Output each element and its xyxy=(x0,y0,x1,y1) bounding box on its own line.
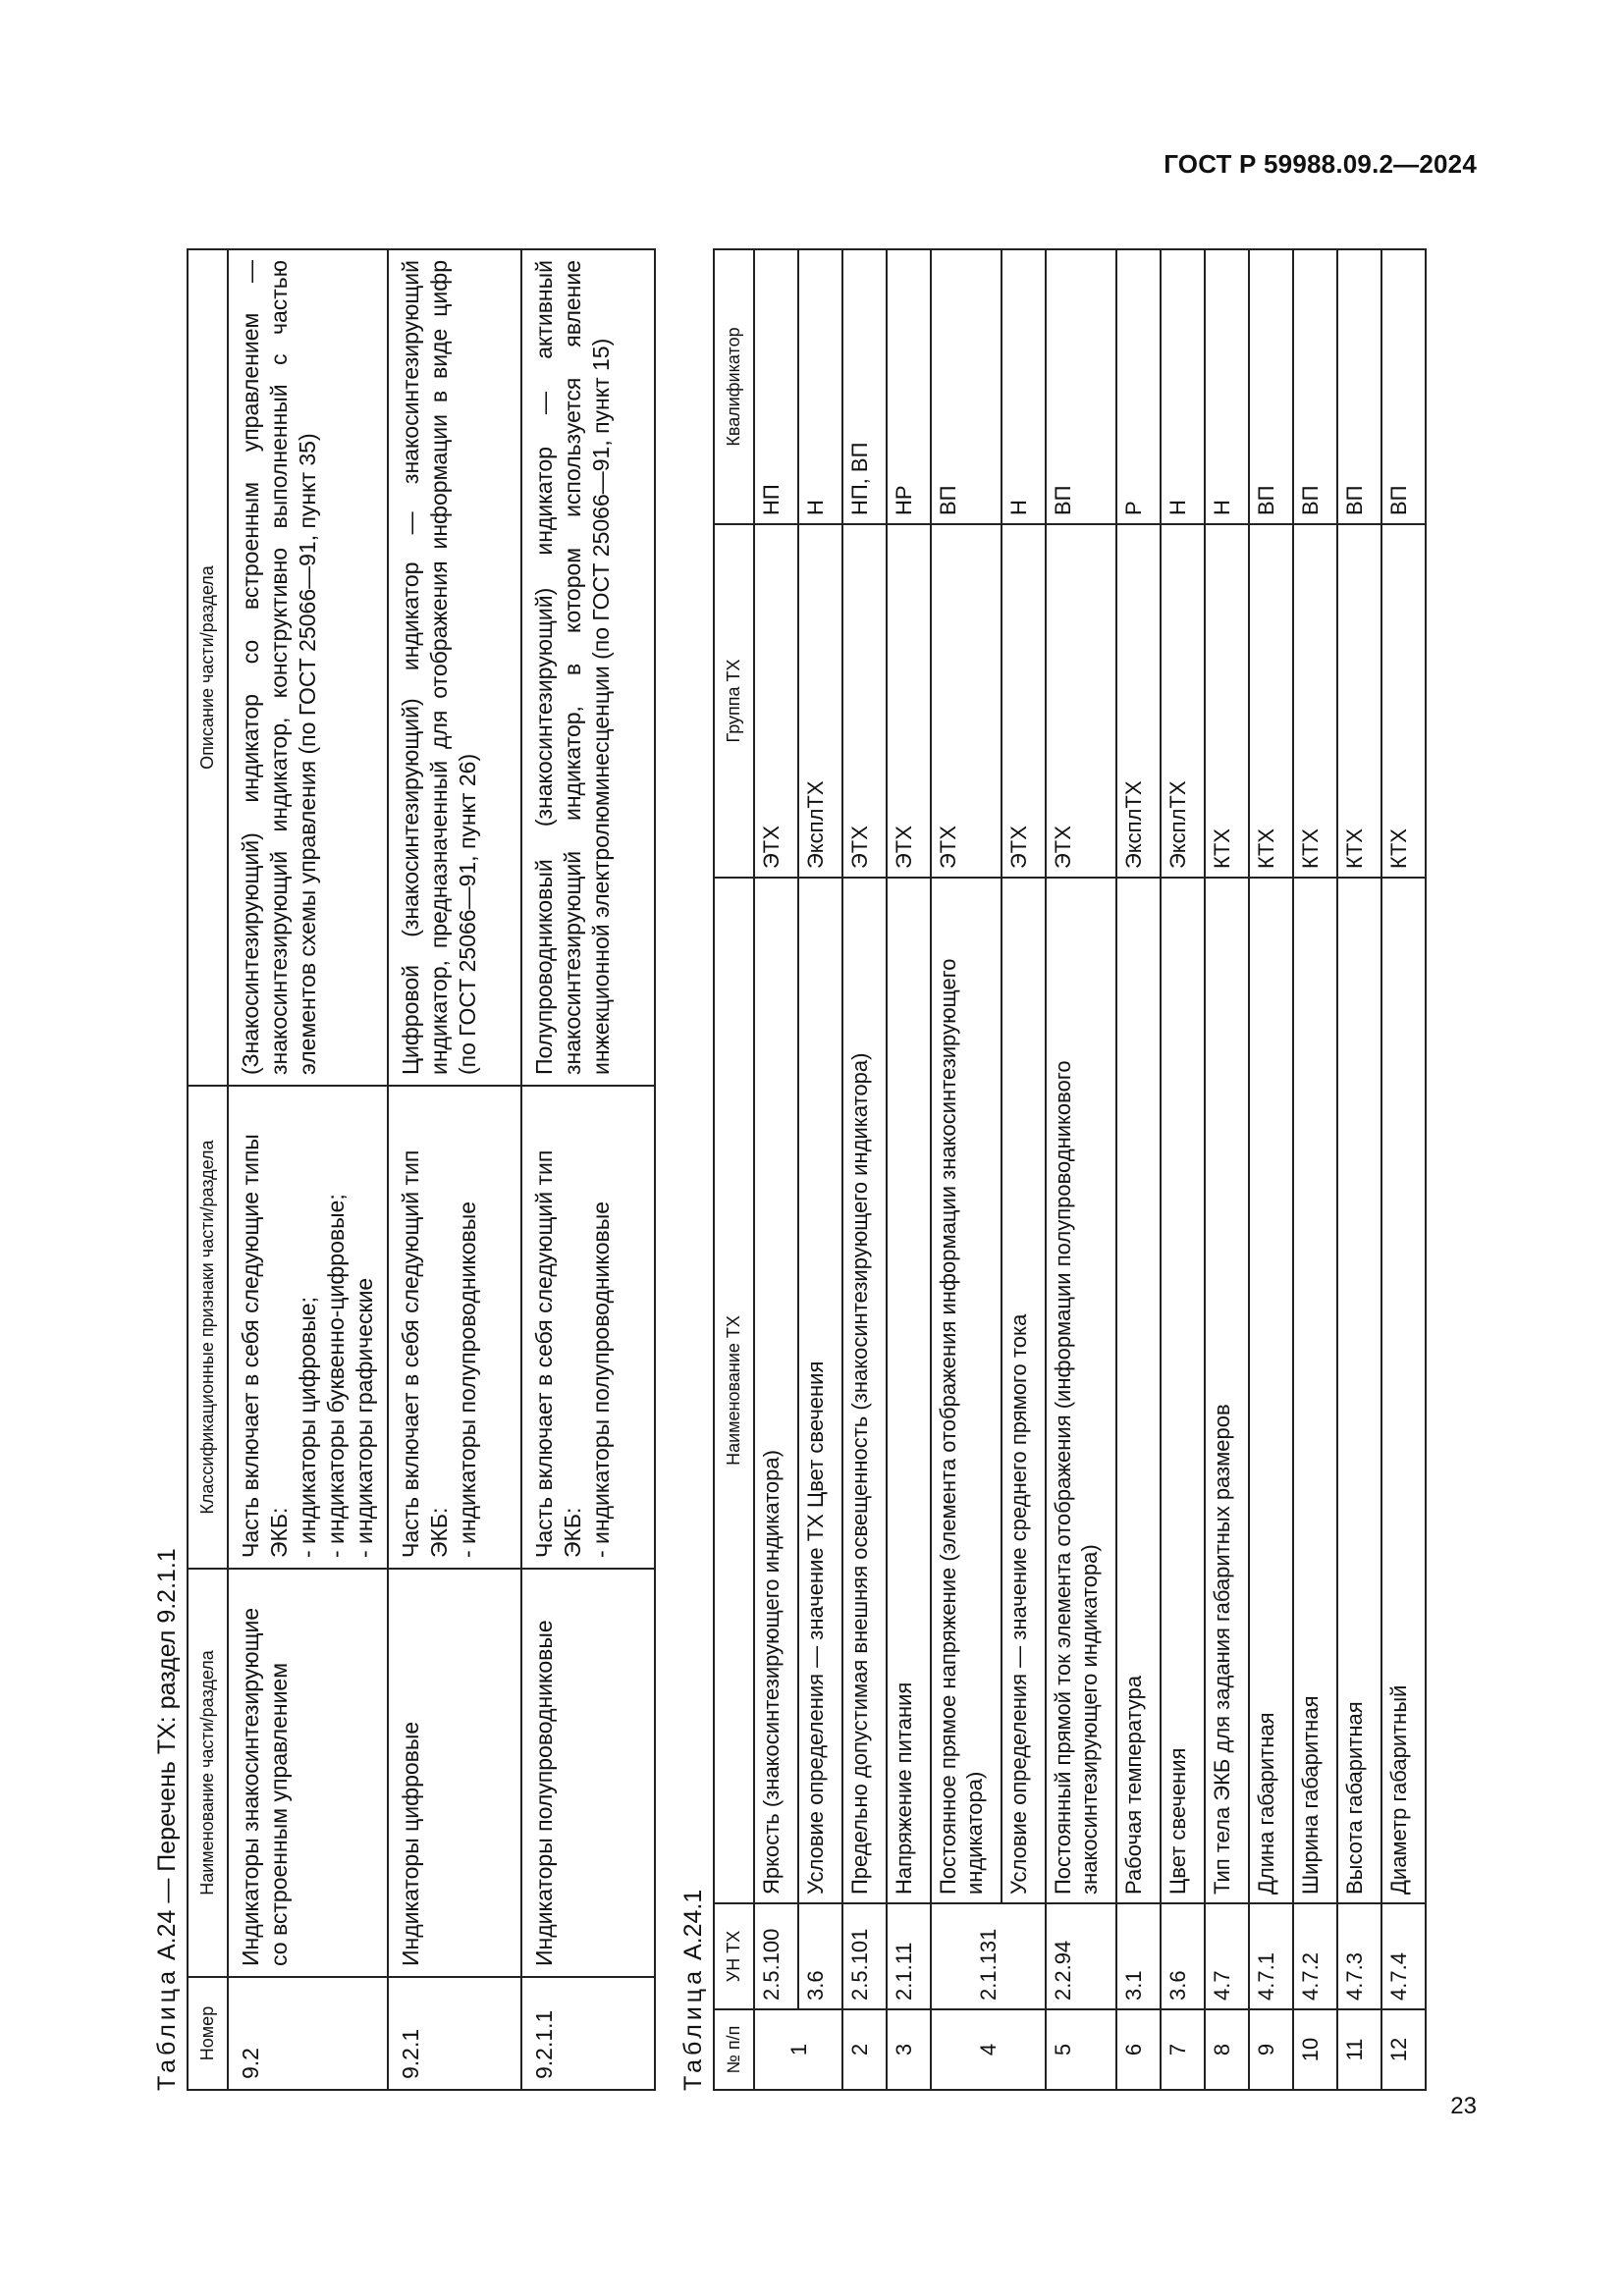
tx-group: ЭксплТХ xyxy=(798,524,842,878)
table-a241 xyxy=(713,248,1427,2091)
row-number: 1 xyxy=(754,2009,842,2090)
tx-group: КТХ xyxy=(1293,524,1337,878)
tx-group: КТХ xyxy=(1205,524,1249,878)
qualifier: Н xyxy=(1205,249,1249,524)
row-number: 11 xyxy=(1337,2009,1381,2090)
column-header: Описание части/раздела xyxy=(188,249,228,1086)
tx-name: Условие определения — значение ТХ Цвет свечения xyxy=(798,878,842,1903)
part-name: Индикаторы полупроводниковые xyxy=(521,1569,655,1977)
qualifier: ВП xyxy=(1337,249,1381,524)
table-row xyxy=(1046,249,1116,2090)
un-code: 3.1 xyxy=(1116,1903,1161,2009)
tx-name: Высота габаритная xyxy=(1337,878,1381,1903)
row-number: 5 xyxy=(1046,2009,1116,2090)
table-row xyxy=(842,249,887,2090)
tx-name: Длина габаритная xyxy=(1249,878,1293,1903)
qualifier: НР xyxy=(887,249,931,524)
feature-line: - индикаторы цифровые; xyxy=(295,1297,320,1558)
part-features xyxy=(521,1086,655,1569)
qualifier: Н xyxy=(1161,249,1205,524)
qualifier: ВП xyxy=(931,249,1001,524)
tx-name: Условие определения — значение среднего прямого тока xyxy=(1001,878,1046,1903)
un-code: 2.5.101 xyxy=(842,1903,887,2009)
part-name: Индикаторы цифровые xyxy=(388,1569,521,1977)
tx-name: Постоянное прямое напряжение (элемента отображения информации знакосинтезирующего индикатора) xyxy=(931,878,1001,1903)
tx-group: КТХ xyxy=(1249,524,1293,878)
part-number: 9.2 xyxy=(228,1977,388,2090)
table-a241-caption xyxy=(674,245,713,2091)
feature-line: Часть включает в себя следующие типы ЭКБ: xyxy=(238,1134,292,1558)
tx-name: Цвет свечения xyxy=(1161,878,1205,1903)
table-header-row xyxy=(188,249,228,2090)
row-number: 4 xyxy=(931,2009,1046,2090)
un-code: 4.7.2 xyxy=(1293,1903,1337,2009)
qualifier: НП, ВП xyxy=(842,249,887,524)
part-description: Полупроводниковый (знакосинтезирующий) индикатор — активный знакосинтезирующий индикатор, в котором используется явление инжекционной электролюминесценции (по ГОСТ 25066—91, пункт 15) xyxy=(521,249,655,1086)
row-number: 9 xyxy=(1249,2009,1293,2090)
feature-line: Часть включает в себя следующий тип ЭКБ: xyxy=(531,1149,585,1558)
tx-group: ЭксплТХ xyxy=(1161,524,1205,878)
part-description: Цифровой (знакосинтезирующий) индикатор — знакосинтезирующий индикатор, предназначенный для отображения информации в виде цифр (по ГОСТ 25066—91, пункт 26) xyxy=(388,249,521,1086)
tx-group: ЭТХ xyxy=(754,524,798,878)
un-code: 4.7.3 xyxy=(1337,1903,1381,2009)
table-row xyxy=(228,249,388,2090)
table-row xyxy=(1381,249,1426,2090)
row-number: 10 xyxy=(1293,2009,1337,2090)
column-header: УН ТХ xyxy=(714,1903,754,2009)
column-header: № п/п xyxy=(714,2009,754,2090)
part-features xyxy=(388,1086,521,1569)
feature-line: - индикаторы полупроводниковые xyxy=(588,1201,614,1558)
table-row xyxy=(887,249,931,2090)
table-row xyxy=(521,249,655,2090)
un-code: 4.7 xyxy=(1205,1903,1249,2009)
part-number: 9.2.1 xyxy=(388,1977,521,2090)
column-header: Квалификатор xyxy=(714,249,754,524)
un-code: 4.7.1 xyxy=(1249,1903,1293,2009)
tx-group: КТХ xyxy=(1337,524,1381,878)
table-row xyxy=(798,249,842,2090)
table-row xyxy=(1337,249,1381,2090)
un-code: 2.1.11 xyxy=(887,1903,931,2009)
tx-group: ЭТХ xyxy=(887,524,931,878)
tx-group: КТХ xyxy=(1381,524,1426,878)
un-code: 2.2.94 xyxy=(1046,1903,1116,2009)
table-a24 xyxy=(187,248,656,2091)
row-number: 2 xyxy=(842,2009,887,2090)
tx-name: Диаметр габаритный xyxy=(1381,878,1426,1903)
row-number: 6 xyxy=(1116,2009,1161,2090)
tx-name: Рабочая температура xyxy=(1116,878,1161,1903)
row-number: 3 xyxy=(887,2009,931,2090)
feature-line: Часть включает в себя следующий тип ЭКБ: xyxy=(398,1149,452,1558)
tx-name: Напряжение питания xyxy=(887,878,931,1903)
tx-group: ЭксплТХ xyxy=(1116,524,1161,878)
table-row xyxy=(388,249,521,2090)
row-number: 7 xyxy=(1161,2009,1205,2090)
un-code: 3.6 xyxy=(1161,1903,1205,2009)
qualifier: ВП xyxy=(1381,249,1426,524)
table-row xyxy=(1249,249,1293,2090)
table-row xyxy=(1161,249,1205,2090)
tx-name: Тип тела ЭКБ для задания габаритных размеров xyxy=(1205,878,1249,1903)
caption-word: Таблица xyxy=(679,1966,707,2091)
row-number: 8 xyxy=(1205,2009,1249,2090)
table-a24-caption xyxy=(147,245,187,2091)
tx-name: Постоянный прямой ток элемента отображения (информации полупроводникового знакосинтезирующего индикатора) xyxy=(1046,878,1116,1903)
qualifier: ВП xyxy=(1293,249,1337,524)
part-name: Индикаторы знакосинтезирующие со встроенным управлением xyxy=(228,1569,388,1977)
tx-name: Предельно допустимая внешняя освещенность (знакосинтезирующего индикатора) xyxy=(842,878,887,1903)
un-code: 2.1.131 xyxy=(931,1903,1046,2009)
table-row xyxy=(931,249,1001,2090)
document-code: ГОСТ Р 59988.09.2—2024 xyxy=(1164,149,1477,179)
tx-name: Ширина габаритная xyxy=(1293,878,1337,1903)
table-row xyxy=(754,249,798,2090)
feature-line: - индикаторы буквенно-цифровые; xyxy=(323,1194,349,1558)
table-row xyxy=(1001,249,1046,2090)
tx-group: ЭТХ xyxy=(1046,524,1116,878)
un-code: 2.5.100 xyxy=(754,1903,798,2009)
qualifier: НП xyxy=(754,249,798,524)
qualifier: Н xyxy=(798,249,842,524)
part-description: (Знакосинтезирующий) индикатор со встроенным управлением — знакосинтезирующий индикатор, конструктивно выполненный с частью элементов схемы управления (по ГОСТ 25066—91, пункт 35) xyxy=(228,249,388,1086)
feature-line: - индикаторы полупроводниковые xyxy=(455,1201,480,1558)
tx-name: Яркость (знакосинтезирующего индикатора) xyxy=(754,878,798,1903)
column-header: Наименование ТХ xyxy=(714,878,754,1903)
column-header: Наименование части/раздела xyxy=(188,1569,228,1977)
column-header: Группа ТХ xyxy=(714,524,754,878)
un-code: 4.7.4 xyxy=(1381,1903,1426,2009)
qualifier: ВП xyxy=(1046,249,1116,524)
table-header-row xyxy=(714,249,754,2090)
table-row xyxy=(1205,249,1249,2090)
row-number: 12 xyxy=(1381,2009,1426,2090)
table-row xyxy=(1116,249,1161,2090)
tx-group: ЭТХ xyxy=(931,524,1001,878)
qualifier: Н xyxy=(1001,249,1046,524)
caption-word: Таблица xyxy=(153,1966,181,2091)
caption-text: А.24.1 xyxy=(679,1889,707,1961)
column-header: Номер xyxy=(188,1977,228,2090)
un-code: 3.6 xyxy=(798,1903,842,2009)
part-number: 9.2.1.1 xyxy=(521,1977,655,2090)
part-features xyxy=(228,1086,388,1569)
tx-group: ЭТХ xyxy=(1001,524,1046,878)
feature-line: - индикаторы графические xyxy=(352,1277,377,1558)
rotated-page-content xyxy=(147,245,1483,2091)
qualifier: Р xyxy=(1116,249,1161,524)
qualifier: ВП xyxy=(1249,249,1293,524)
caption-text: А.24 — Перечень ТХ: раздел 9.2.1.1 xyxy=(153,1548,181,1961)
column-header: Классификационные признаки части/раздела xyxy=(188,1086,228,1569)
table-row xyxy=(1293,249,1337,2090)
tx-group: ЭТХ xyxy=(842,524,887,878)
page-number: 23 xyxy=(1450,2093,1477,2119)
